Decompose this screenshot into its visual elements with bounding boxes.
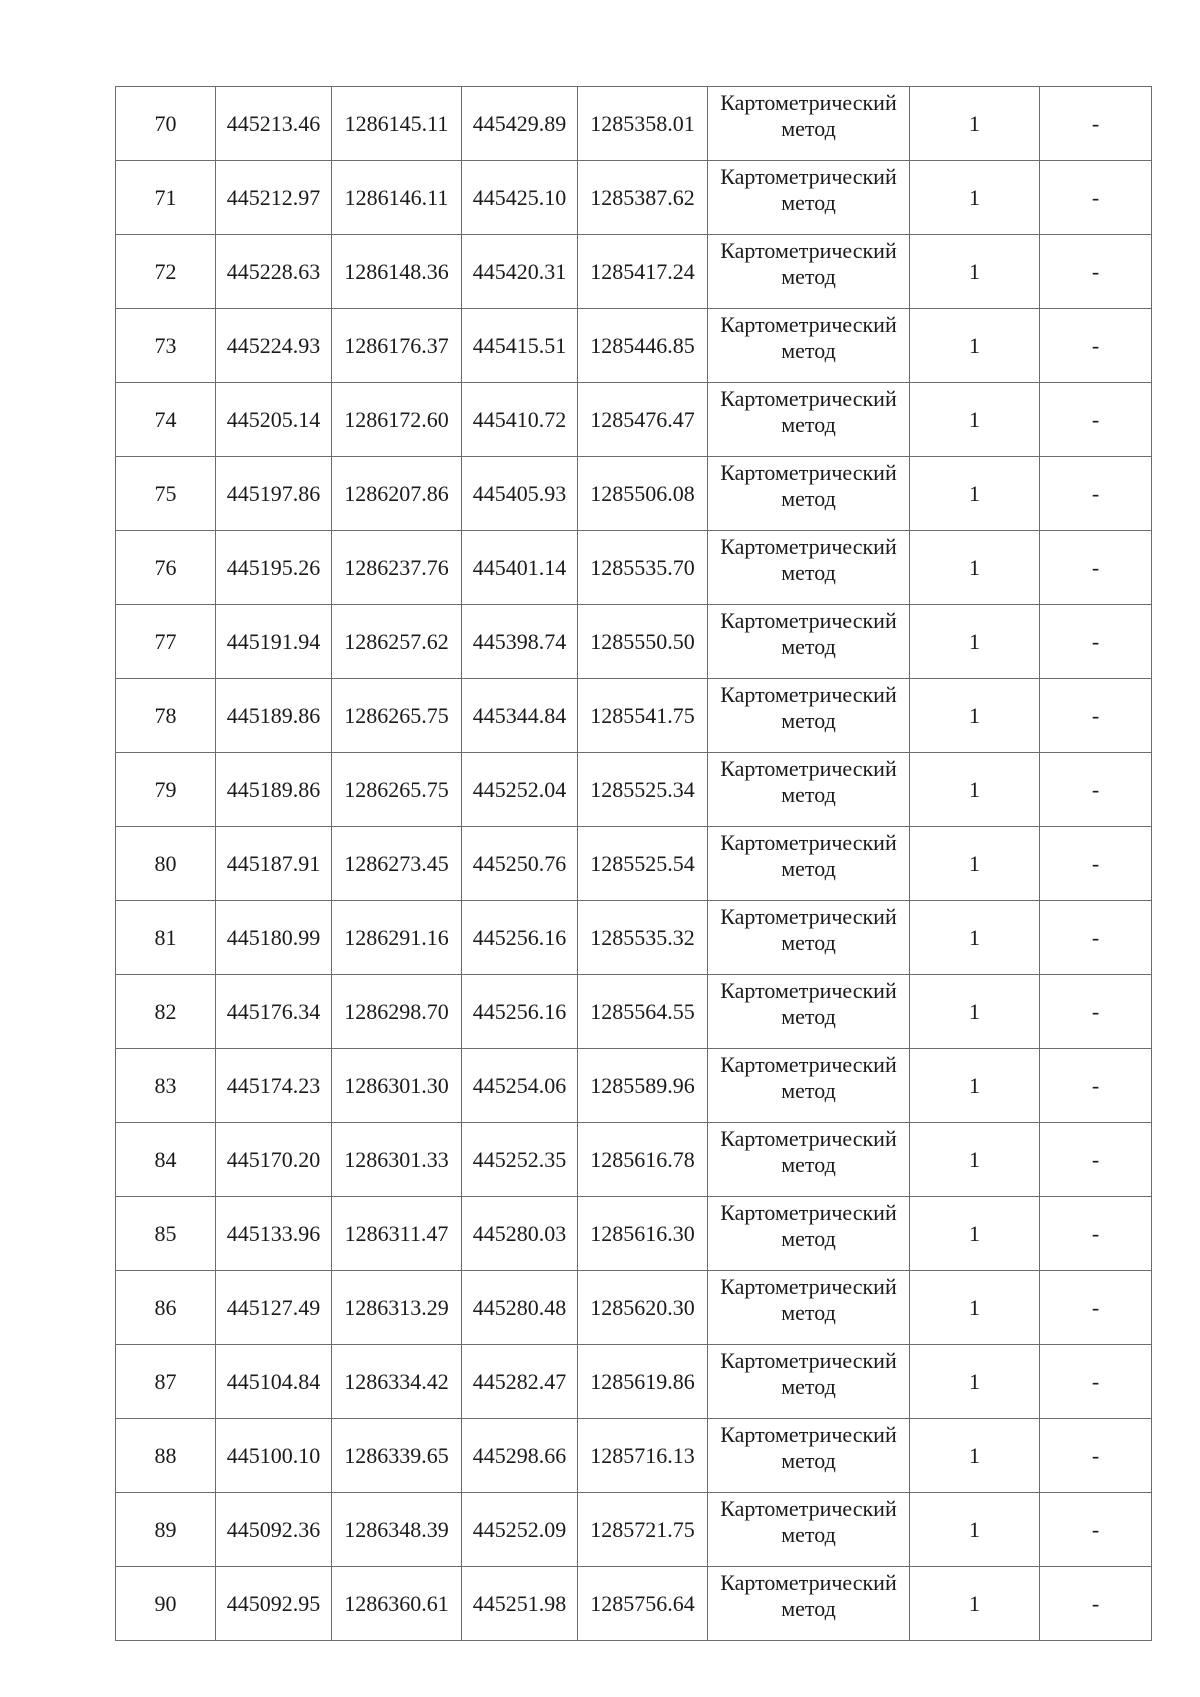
cell-method <box>708 1049 910 1123</box>
cell-y2: 1285535.32 <box>578 901 708 975</box>
cell-note: - <box>1040 1049 1152 1123</box>
cell-x2: 445280.03 <box>462 1197 578 1271</box>
cell-y2: 1285564.55 <box>578 975 708 1049</box>
cell-y2: 1285417.24 <box>578 235 708 309</box>
method-text-line: метод <box>781 1152 836 1178</box>
cell-note: - <box>1040 1493 1152 1567</box>
cell-y2: 1285616.30 <box>578 1197 708 1271</box>
cell-accuracy: 1 <box>910 1049 1040 1123</box>
method-text-line: Картометрический <box>720 1422 897 1447</box>
cell-y2: 1285716.13 <box>578 1419 708 1493</box>
cell-point-number: 85 <box>116 1197 216 1271</box>
cell-y1: 1286348.39 <box>332 1493 462 1567</box>
cell-x2: 445256.16 <box>462 975 578 1049</box>
cell-y2: 1285506.08 <box>578 457 708 531</box>
cell-point-number: 80 <box>116 827 216 901</box>
cell-point-number: 86 <box>116 1271 216 1345</box>
method-text-line: метод <box>781 1374 836 1400</box>
method-text-line: метод <box>781 1448 836 1474</box>
method-text-line: Картометрический <box>720 1570 897 1595</box>
cell-y1: 1286237.76 <box>332 531 462 605</box>
cell-point-number: 73 <box>116 309 216 383</box>
method-text-line: метод <box>781 856 836 882</box>
cell-x2: 445420.31 <box>462 235 578 309</box>
cell-point-number: 77 <box>116 605 216 679</box>
cell-x1: 445170.20 <box>216 1123 332 1197</box>
cell-point-number: 78 <box>116 679 216 753</box>
cell-y2: 1285525.54 <box>578 827 708 901</box>
method-text-line: Картометрический <box>720 534 897 559</box>
cell-y1: 1286146.11 <box>332 161 462 235</box>
cell-x2: 445282.47 <box>462 1345 578 1419</box>
cell-x2: 445256.16 <box>462 901 578 975</box>
cell-point-number: 72 <box>116 235 216 309</box>
cell-method <box>708 235 910 309</box>
method-text-line: метод <box>781 930 836 956</box>
cell-x2: 445252.09 <box>462 1493 578 1567</box>
cell-y2: 1285387.62 <box>578 161 708 235</box>
cell-y2: 1285589.96 <box>578 1049 708 1123</box>
cell-x2: 445298.66 <box>462 1419 578 1493</box>
cell-accuracy: 1 <box>910 235 1040 309</box>
cell-note: - <box>1040 87 1152 161</box>
table-row <box>116 309 1152 383</box>
cell-point-number: 87 <box>116 1345 216 1419</box>
method-text-line: метод <box>781 1226 836 1252</box>
cell-y1: 1286301.30 <box>332 1049 462 1123</box>
method-text-line: метод <box>781 634 836 660</box>
cell-y2: 1285476.47 <box>578 383 708 457</box>
table-row <box>116 901 1152 975</box>
method-text-line: Картометрический <box>720 238 897 263</box>
table-row <box>116 1345 1152 1419</box>
cell-accuracy: 1 <box>910 309 1040 383</box>
cell-y1: 1286298.70 <box>332 975 462 1049</box>
method-text-line: Картометрический <box>720 312 897 337</box>
cell-accuracy: 1 <box>910 1197 1040 1271</box>
cell-method <box>708 1567 910 1641</box>
method-text-line: метод <box>781 1004 836 1030</box>
method-text-line: метод <box>781 1078 836 1104</box>
cell-accuracy: 1 <box>910 1419 1040 1493</box>
method-text-line: метод <box>781 190 836 216</box>
cell-x1: 445176.34 <box>216 975 332 1049</box>
cell-note: - <box>1040 531 1152 605</box>
method-text-line: Картометрический <box>720 1274 897 1299</box>
cell-y2: 1285619.86 <box>578 1345 708 1419</box>
cell-x2: 445410.72 <box>462 383 578 457</box>
table-row <box>116 1049 1152 1123</box>
cell-x1: 445213.46 <box>216 87 332 161</box>
cell-y2: 1285721.75 <box>578 1493 708 1567</box>
cell-y1: 1286257.62 <box>332 605 462 679</box>
cell-x1: 445092.36 <box>216 1493 332 1567</box>
cell-point-number: 88 <box>116 1419 216 1493</box>
cell-y1: 1286360.61 <box>332 1567 462 1641</box>
cell-method <box>708 1493 910 1567</box>
cell-x2: 445250.76 <box>462 827 578 901</box>
cell-x1: 445212.97 <box>216 161 332 235</box>
coordinates-table <box>115 86 1152 1641</box>
cell-x2: 445425.10 <box>462 161 578 235</box>
method-text-line: Картометрический <box>720 1200 897 1225</box>
method-text-line: метод <box>781 338 836 364</box>
method-text-line: Картометрический <box>720 386 897 411</box>
method-text-line: Картометрический <box>720 682 897 707</box>
table-row <box>116 87 1152 161</box>
cell-x1: 445100.10 <box>216 1419 332 1493</box>
cell-method <box>708 827 910 901</box>
method-text-line: Картометрический <box>720 904 897 929</box>
cell-accuracy: 1 <box>910 827 1040 901</box>
cell-point-number: 70 <box>116 87 216 161</box>
cell-method <box>708 605 910 679</box>
cell-note: - <box>1040 383 1152 457</box>
cell-y1: 1286311.47 <box>332 1197 462 1271</box>
method-text-line: метод <box>781 1522 836 1548</box>
cell-x2: 445344.84 <box>462 679 578 753</box>
cell-accuracy: 1 <box>910 975 1040 1049</box>
method-text-line: Картометрический <box>720 90 897 115</box>
method-text-line: метод <box>781 116 836 142</box>
method-text-line: Картометрический <box>720 830 897 855</box>
table-row <box>116 1271 1152 1345</box>
method-text-line: метод <box>781 782 836 808</box>
cell-x1: 445189.86 <box>216 679 332 753</box>
cell-x1: 445195.26 <box>216 531 332 605</box>
cell-accuracy: 1 <box>910 605 1040 679</box>
cell-accuracy: 1 <box>910 1493 1040 1567</box>
cell-y1: 1286207.86 <box>332 457 462 531</box>
cell-x1: 445127.49 <box>216 1271 332 1345</box>
cell-point-number: 89 <box>116 1493 216 1567</box>
method-text-line: Картометрический <box>720 756 897 781</box>
cell-note: - <box>1040 827 1152 901</box>
cell-method <box>708 1123 910 1197</box>
cell-note: - <box>1040 901 1152 975</box>
table-row <box>116 531 1152 605</box>
cell-x2: 445398.74 <box>462 605 578 679</box>
method-text-line: метод <box>781 264 836 290</box>
cell-y1: 1286265.75 <box>332 679 462 753</box>
cell-method <box>708 87 910 161</box>
table-row <box>116 1567 1152 1641</box>
method-text-line: метод <box>781 1596 836 1622</box>
cell-point-number: 71 <box>116 161 216 235</box>
cell-x2: 445254.06 <box>462 1049 578 1123</box>
cell-y1: 1286313.29 <box>332 1271 462 1345</box>
cell-x1: 445205.14 <box>216 383 332 457</box>
cell-y2: 1285550.50 <box>578 605 708 679</box>
cell-x1: 445092.95 <box>216 1567 332 1641</box>
method-text-line: Картометрический <box>720 1126 897 1151</box>
cell-y1: 1286145.11 <box>332 87 462 161</box>
table-row <box>116 753 1152 827</box>
cell-note: - <box>1040 1567 1152 1641</box>
cell-point-number: 90 <box>116 1567 216 1641</box>
cell-y2: 1285525.34 <box>578 753 708 827</box>
table-row <box>116 457 1152 531</box>
method-text-line: метод <box>781 412 836 438</box>
method-text-line: метод <box>781 1300 836 1326</box>
cell-x2: 445252.04 <box>462 753 578 827</box>
cell-x1: 445133.96 <box>216 1197 332 1271</box>
table-row <box>116 1123 1152 1197</box>
table-body <box>116 87 1152 1641</box>
cell-y1: 1286265.75 <box>332 753 462 827</box>
cell-point-number: 83 <box>116 1049 216 1123</box>
cell-x1: 445191.94 <box>216 605 332 679</box>
cell-accuracy: 1 <box>910 901 1040 975</box>
table-row <box>116 605 1152 679</box>
cell-note: - <box>1040 161 1152 235</box>
table-row <box>116 1493 1152 1567</box>
table-row <box>116 827 1152 901</box>
cell-method <box>708 1345 910 1419</box>
cell-point-number: 74 <box>116 383 216 457</box>
cell-x2: 445405.93 <box>462 457 578 531</box>
cell-note: - <box>1040 975 1152 1049</box>
table-row <box>116 383 1152 457</box>
cell-x2: 445252.35 <box>462 1123 578 1197</box>
cell-accuracy: 1 <box>910 753 1040 827</box>
cell-method <box>708 1271 910 1345</box>
table-row <box>116 679 1152 753</box>
cell-x2: 445280.48 <box>462 1271 578 1345</box>
cell-method <box>708 975 910 1049</box>
cell-point-number: 84 <box>116 1123 216 1197</box>
cell-note: - <box>1040 1345 1152 1419</box>
method-text-line: Картометрический <box>720 1052 897 1077</box>
cell-note: - <box>1040 1123 1152 1197</box>
cell-y1: 1286148.36 <box>332 235 462 309</box>
cell-point-number: 81 <box>116 901 216 975</box>
method-text-line: Картометрический <box>720 608 897 633</box>
cell-accuracy: 1 <box>910 87 1040 161</box>
cell-y1: 1286334.42 <box>332 1345 462 1419</box>
method-text-line: Картометрический <box>720 1496 897 1521</box>
method-text-line: Картометрический <box>720 978 897 1003</box>
cell-x1: 445228.63 <box>216 235 332 309</box>
cell-x1: 445189.86 <box>216 753 332 827</box>
cell-x1: 445224.93 <box>216 309 332 383</box>
method-text-line: Картометрический <box>720 460 897 485</box>
cell-x2: 445415.51 <box>462 309 578 383</box>
table-row <box>116 161 1152 235</box>
cell-y2: 1285756.64 <box>578 1567 708 1641</box>
cell-note: - <box>1040 235 1152 309</box>
method-text-line: метод <box>781 560 836 586</box>
cell-y2: 1285541.75 <box>578 679 708 753</box>
cell-method <box>708 309 910 383</box>
cell-note: - <box>1040 457 1152 531</box>
cell-accuracy: 1 <box>910 383 1040 457</box>
cell-x2: 445251.98 <box>462 1567 578 1641</box>
cell-x1: 445187.91 <box>216 827 332 901</box>
cell-y2: 1285446.85 <box>578 309 708 383</box>
cell-point-number: 82 <box>116 975 216 1049</box>
cell-note: - <box>1040 753 1152 827</box>
table-row <box>116 235 1152 309</box>
cell-x1: 445104.84 <box>216 1345 332 1419</box>
cell-method <box>708 1197 910 1271</box>
table-row <box>116 1197 1152 1271</box>
cell-x1: 445180.99 <box>216 901 332 975</box>
method-text-line: Картометрический <box>720 164 897 189</box>
cell-y2: 1285616.78 <box>578 1123 708 1197</box>
cell-x2: 445429.89 <box>462 87 578 161</box>
cell-x1: 445174.23 <box>216 1049 332 1123</box>
cell-x1: 445197.86 <box>216 457 332 531</box>
cell-note: - <box>1040 679 1152 753</box>
cell-y2: 1285620.30 <box>578 1271 708 1345</box>
cell-y1: 1286176.37 <box>332 309 462 383</box>
cell-note: - <box>1040 309 1152 383</box>
cell-method <box>708 383 910 457</box>
cell-method <box>708 457 910 531</box>
cell-y2: 1285358.01 <box>578 87 708 161</box>
cell-accuracy: 1 <box>910 161 1040 235</box>
cell-x2: 445401.14 <box>462 531 578 605</box>
cell-y1: 1286172.60 <box>332 383 462 457</box>
method-text-line: метод <box>781 708 836 734</box>
method-text-line: метод <box>781 486 836 512</box>
cell-note: - <box>1040 1271 1152 1345</box>
table-row <box>116 975 1152 1049</box>
cell-point-number: 75 <box>116 457 216 531</box>
cell-point-number: 76 <box>116 531 216 605</box>
cell-note: - <box>1040 1419 1152 1493</box>
cell-accuracy: 1 <box>910 531 1040 605</box>
cell-accuracy: 1 <box>910 1271 1040 1345</box>
cell-method <box>708 753 910 827</box>
cell-accuracy: 1 <box>910 1345 1040 1419</box>
cell-y1: 1286301.33 <box>332 1123 462 1197</box>
cell-note: - <box>1040 1197 1152 1271</box>
table-row <box>116 1419 1152 1493</box>
cell-point-number: 79 <box>116 753 216 827</box>
cell-y1: 1286273.45 <box>332 827 462 901</box>
cell-note: - <box>1040 605 1152 679</box>
cell-method <box>708 679 910 753</box>
cell-y1: 1286291.16 <box>332 901 462 975</box>
cell-y1: 1286339.65 <box>332 1419 462 1493</box>
cell-accuracy: 1 <box>910 1123 1040 1197</box>
cell-accuracy: 1 <box>910 1567 1040 1641</box>
cell-accuracy: 1 <box>910 679 1040 753</box>
cell-method <box>708 1419 910 1493</box>
method-text-line: Картометрический <box>720 1348 897 1373</box>
cell-method <box>708 901 910 975</box>
cell-y2: 1285535.70 <box>578 531 708 605</box>
cell-method <box>708 531 910 605</box>
cell-method <box>708 161 910 235</box>
cell-accuracy: 1 <box>910 457 1040 531</box>
